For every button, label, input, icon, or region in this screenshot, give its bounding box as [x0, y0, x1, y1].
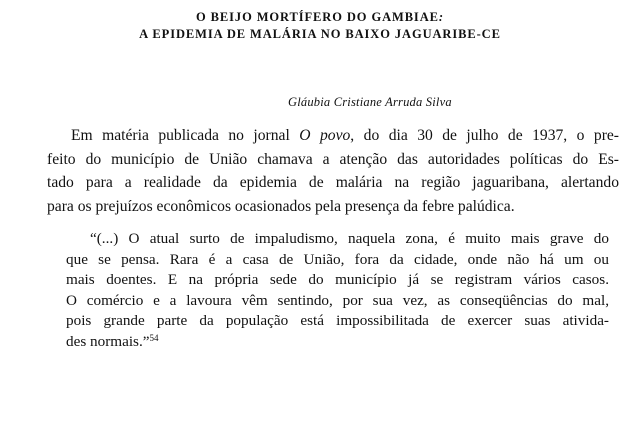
- quote-line-text: des normais.”: [66, 332, 150, 350]
- quote-line: “(...) O atual surto de impaludismo, naquela zona, é muito mais grave do: [90, 230, 609, 247]
- quote-line: mais doentes. E na própria sede do município já se registram vários casos.: [66, 271, 609, 288]
- quote-line: pois grande parte da população está impossibilitada de exercer suas ativida-: [66, 312, 609, 329]
- quote-line: [66, 332, 609, 353]
- article-title: [60, 9, 580, 43]
- paragraph-line: tado para a realidade da epidemia de malária na região jaguaribana, alertando: [47, 174, 619, 191]
- title-line-1: [60, 9, 580, 26]
- newspaper-name: O povo: [299, 127, 351, 144]
- block-quote: [66, 229, 609, 352]
- paragraph-line: [47, 124, 619, 148]
- paragraph-line-text: , do dia 30 de julho de 1937, o pre-: [350, 127, 619, 144]
- footnote-reference[interactable]: 54: [149, 332, 159, 343]
- title-colon: :: [438, 10, 444, 24]
- paragraph-line: feito do município de União chamava a atenção das autoridades políticas do Es-: [47, 150, 619, 168]
- author-name: Gláubia Cristiane Arruda Silva: [288, 95, 452, 109]
- title-line-2: A EPIDEMIA DE MALÁRIA NO BAIXO JAGUARIBE-CE: [139, 27, 501, 41]
- quote-line: que se pensa. Rara é a casa de União, fora da cidade, onde não há um ou: [66, 250, 609, 268]
- quote-line: O comércio e a lavoura vêm sentindo, por sua vez, as conseqüências do mal,: [66, 291, 609, 309]
- paragraph-line-text: Em matéria publicada no jornal: [71, 127, 300, 144]
- paragraph-line: para os prejuízos econômicos ocasionados pela presença da febre palúdica.: [47, 197, 515, 215]
- body-paragraph: [47, 124, 619, 218]
- title-main-text: O BEIJO MORTÍFERO DO GAMBIAE: [196, 10, 439, 24]
